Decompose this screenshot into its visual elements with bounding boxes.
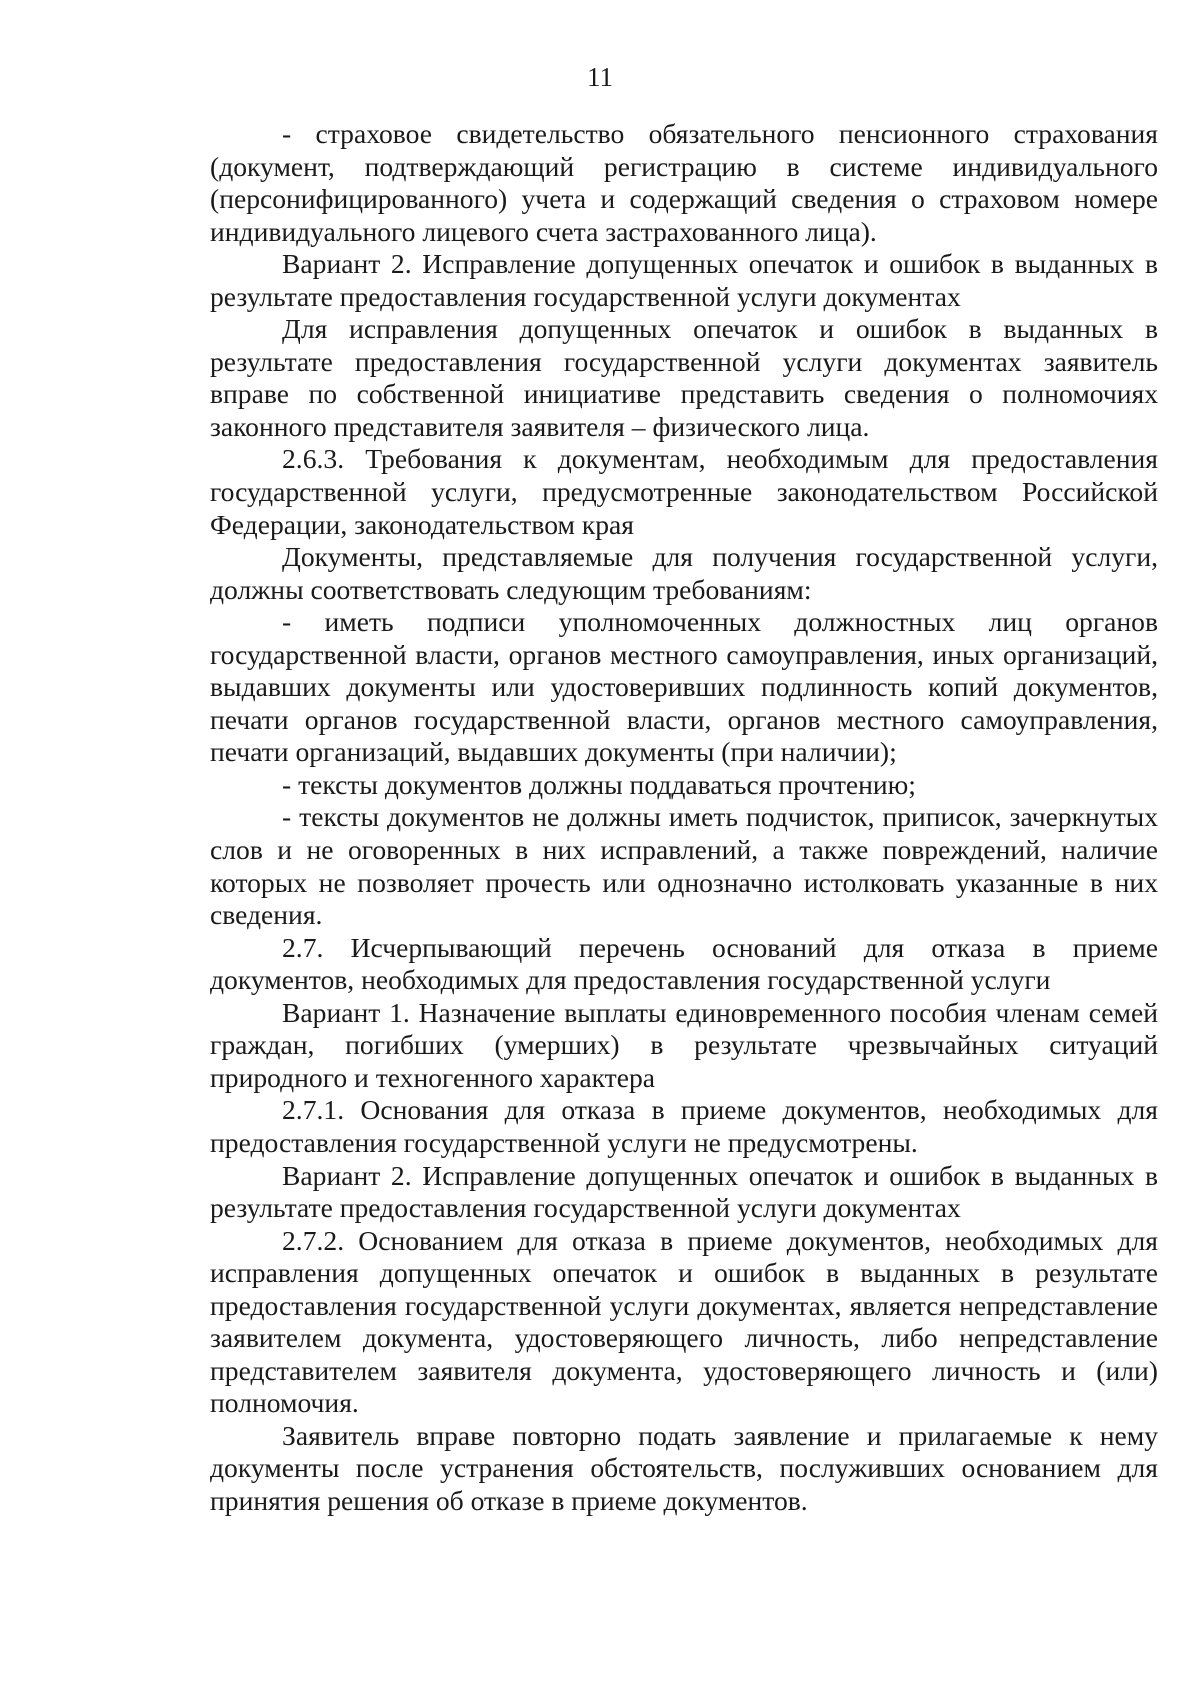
- paragraph-requirement-readable: - тексты документов должны поддаваться прочтению;: [282, 768, 916, 800]
- paragraph-requirement-signatures: - иметь подписи уполномоченных должностных лиц органов государственной власти, органов местного самоуправления, иных организаций, выдавших документы или удостоверивших подлинность копий документов, печати органов государственной власти, органов местного самоуправления, печати организаций, выдавших документы (при наличии);: [210, 606, 1158, 768]
- paragraph-requirement-no-corrections: - тексты документов не должны иметь подчисток, приписок, зачеркнутых слов и не оговоренных в них исправлений, а также повреждений, наличие которых не позволяет прочесть или однозначно истолковать указанные в них сведения.: [210, 801, 1158, 931]
- paragraph-variant-2-heading-repeat: Вариант 2. Исправление допущенных опечаток и ошибок в выданных в результате предоставления государственной услуги документах: [210, 1159, 1158, 1224]
- paragraph-document-requirements: Документы, представляемые для получения государственной услуги, должны соответствовать следующим требованиям:: [210, 541, 1158, 605]
- paragraph-section-2-6-3: 2.6.3. Требования к документам, необходимым для предоставления государственной услуги, предусмотренные законодательством Российской Федерации, законодательством края: [210, 443, 1158, 540]
- paragraph-variant-2-heading: Вариант 2. Исправление допущенных опечаток и ошибок в выданных в результате предоставления государственной услуги документах: [210, 248, 1158, 312]
- paragraph-correction-rights: Для исправления допущенных опечаток и ошибок в выданных в результате предоставления государственной услуги документах заявитель вправе по собственной инициативе представить сведения о полномочиях законного представителя заявителя – физического лица.: [210, 313, 1158, 442]
- page-body: [210, 118, 1158, 1518]
- paragraph-section-2-7: 2.7. Исчерпывающий перечень оснований для отказа в приеме документов, необходимых для предоставления государственной услуги: [210, 931, 1158, 996]
- paragraph-variant-1-heading: Вариант 1. Назначение выплаты единовременного пособия членам семей граждан, погибших (умерших) в результате чрезвычайных ситуаций природного и техногенного характера: [210, 996, 1158, 1093]
- paragraph-section-2-7-1: 2.7.1. Основания для отказа в приеме документов, необходимых для предоставления государственной услуги не предусмотрены.: [210, 1094, 1158, 1158]
- paragraph-insurance-certificate: - страховое свидетельство обязательного пенсионного страхования (документ, подтверждающий регистрацию в системе индивидуального (персонифицированного) учета и содержащий сведения о страховом номере индивидуального лицевого счета застрахованного лица).: [210, 118, 1158, 247]
- paragraph-section-2-7-2: 2.7.2. Основанием для отказа в приеме документов, необходимых для исправления допущенных опечаток и ошибок в выданных в результате предоставления государственной услуги документах, является непредставление заявителем документа, удостоверяющего личность, либо непредставление представителем заявителя документа, удостоверяющего личность и (или) полномочия.: [210, 1224, 1158, 1419]
- page-number: 11: [587, 62, 613, 92]
- paragraph-resubmission: Заявитель вправе повторно подать заявление и прилагаемые к нему документы после устранения обстоятельств, послуживших основанием для принятия решения об отказе в приеме документов.: [210, 1419, 1158, 1516]
